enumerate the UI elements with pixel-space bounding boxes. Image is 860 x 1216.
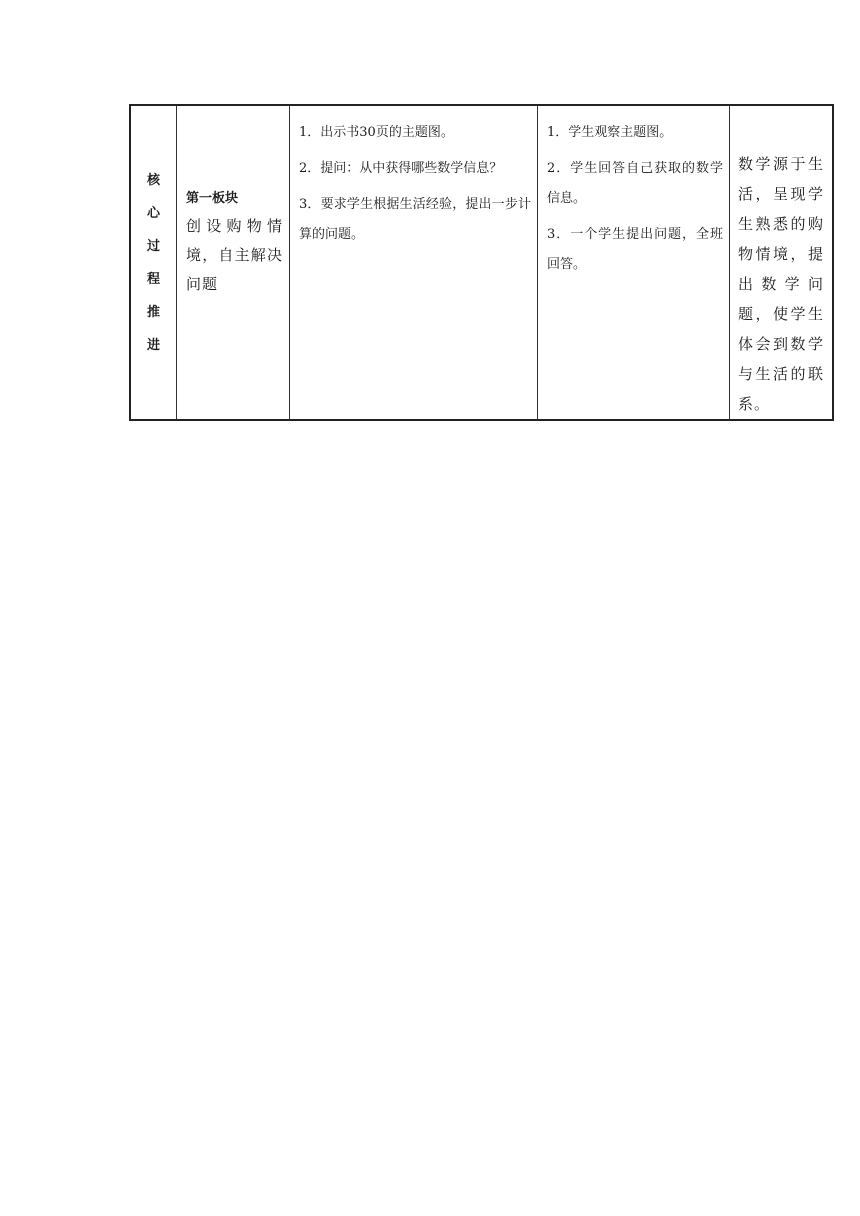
stage-char: 核 — [146, 172, 160, 188]
teacher-activity-cell — [290, 105, 538, 420]
student-step: 2．学生回答自己获取的数学信息。 — [547, 161, 723, 206]
lesson-plan-table — [129, 104, 834, 421]
block-description: 创设购物情境，自主解决问题 — [186, 217, 283, 293]
stage-char: 过 — [146, 238, 160, 254]
block-title: 第一板块 — [186, 191, 239, 206]
stage-char: 程 — [146, 271, 160, 287]
block-cell — [177, 105, 290, 420]
student-activity-cell — [538, 105, 730, 420]
design-intent-cell — [730, 105, 834, 420]
stage-char: 进 — [146, 337, 160, 353]
student-step: 1．学生观察主题图。 — [547, 125, 673, 140]
teacher-step: 2．提问：从中获得哪些数学信息？ — [299, 161, 503, 176]
table-row — [130, 105, 833, 420]
stage-cell — [130, 105, 177, 420]
stage-char: 心 — [146, 205, 160, 221]
student-step: 3．一个学生提出问题，全班回答。 — [547, 227, 723, 272]
teacher-step: 1．出示书30页的主题图。 — [299, 125, 454, 140]
teacher-step: 3．要求学生根据生活经验，提出一步计算的问题。 — [299, 197, 531, 242]
design-intent-text: 数学源于生活，呈现学生熟悉的购物情境，提出数学问题，使学生体会到数学与生活的联系。 — [738, 155, 824, 413]
stage-char: 推 — [146, 304, 160, 320]
stage-label — [131, 164, 176, 362]
